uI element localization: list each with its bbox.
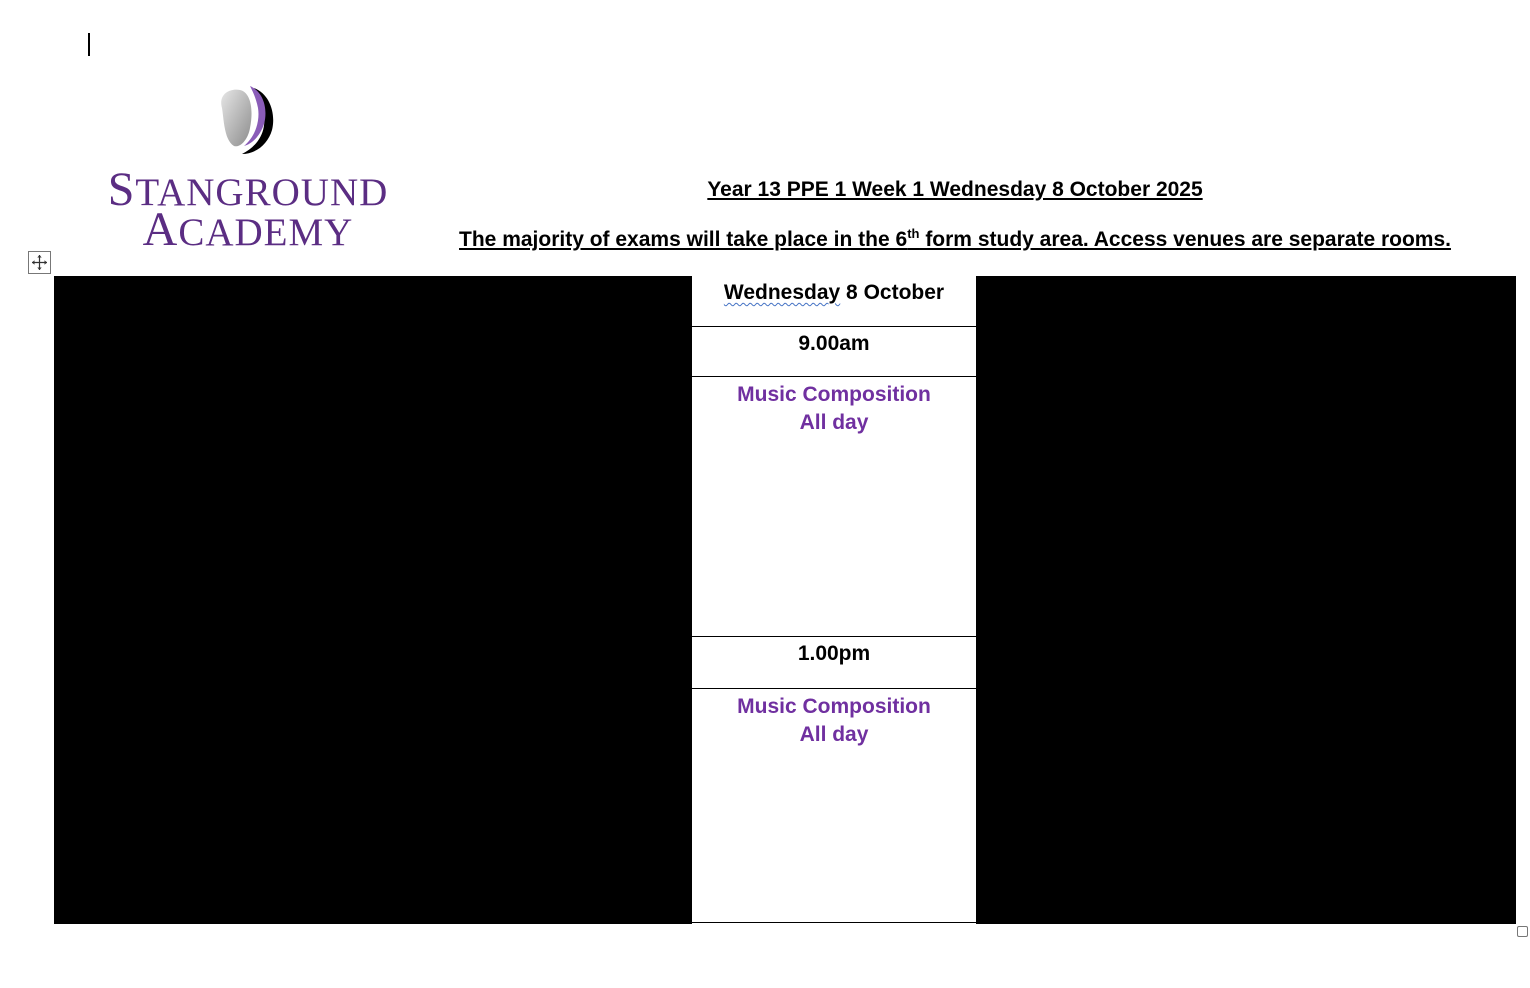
logo-text-line-2: ACADEMY: [142, 203, 354, 256]
morning-time-cell[interactable]: 9.00am: [692, 327, 976, 377]
morning-exam-duration: All day: [799, 411, 869, 434]
table-move-handle[interactable]: [28, 251, 51, 274]
timetable-column: [691, 276, 977, 923]
table-move-icon: [31, 254, 48, 271]
table-resize-icon[interactable]: [1517, 926, 1528, 937]
day-header-cell[interactable]: Wednesday 8 October: [692, 276, 976, 327]
afternoon-exam-cell[interactable]: [692, 689, 976, 921]
stanground-shield-icon: [210, 84, 290, 156]
logo-text-line-1: STANGROUND: [107, 163, 389, 216]
afternoon-exam-name: Music Composition: [737, 695, 931, 718]
stanground-academy-logo: [90, 84, 406, 256]
spellcheck-word: Wednesday: [723, 281, 841, 304]
redacted-area-left: [54, 276, 692, 924]
page-title: Year 13 PPE 1 Week 1 Wednesday 8 October 2025: [707, 178, 1203, 201]
venue-notice: The majority of exams will take place in the 6th form study area. Access venues are separate rooms.: [459, 226, 1451, 251]
afternoon-time-cell[interactable]: 1.00pm: [692, 637, 976, 689]
afternoon-exam-duration: All day: [799, 723, 869, 746]
text-cursor: [88, 33, 90, 56]
morning-exam-cell[interactable]: [692, 377, 976, 637]
redacted-area-right: [976, 276, 1516, 924]
morning-exam-name: Music Composition: [737, 383, 931, 406]
